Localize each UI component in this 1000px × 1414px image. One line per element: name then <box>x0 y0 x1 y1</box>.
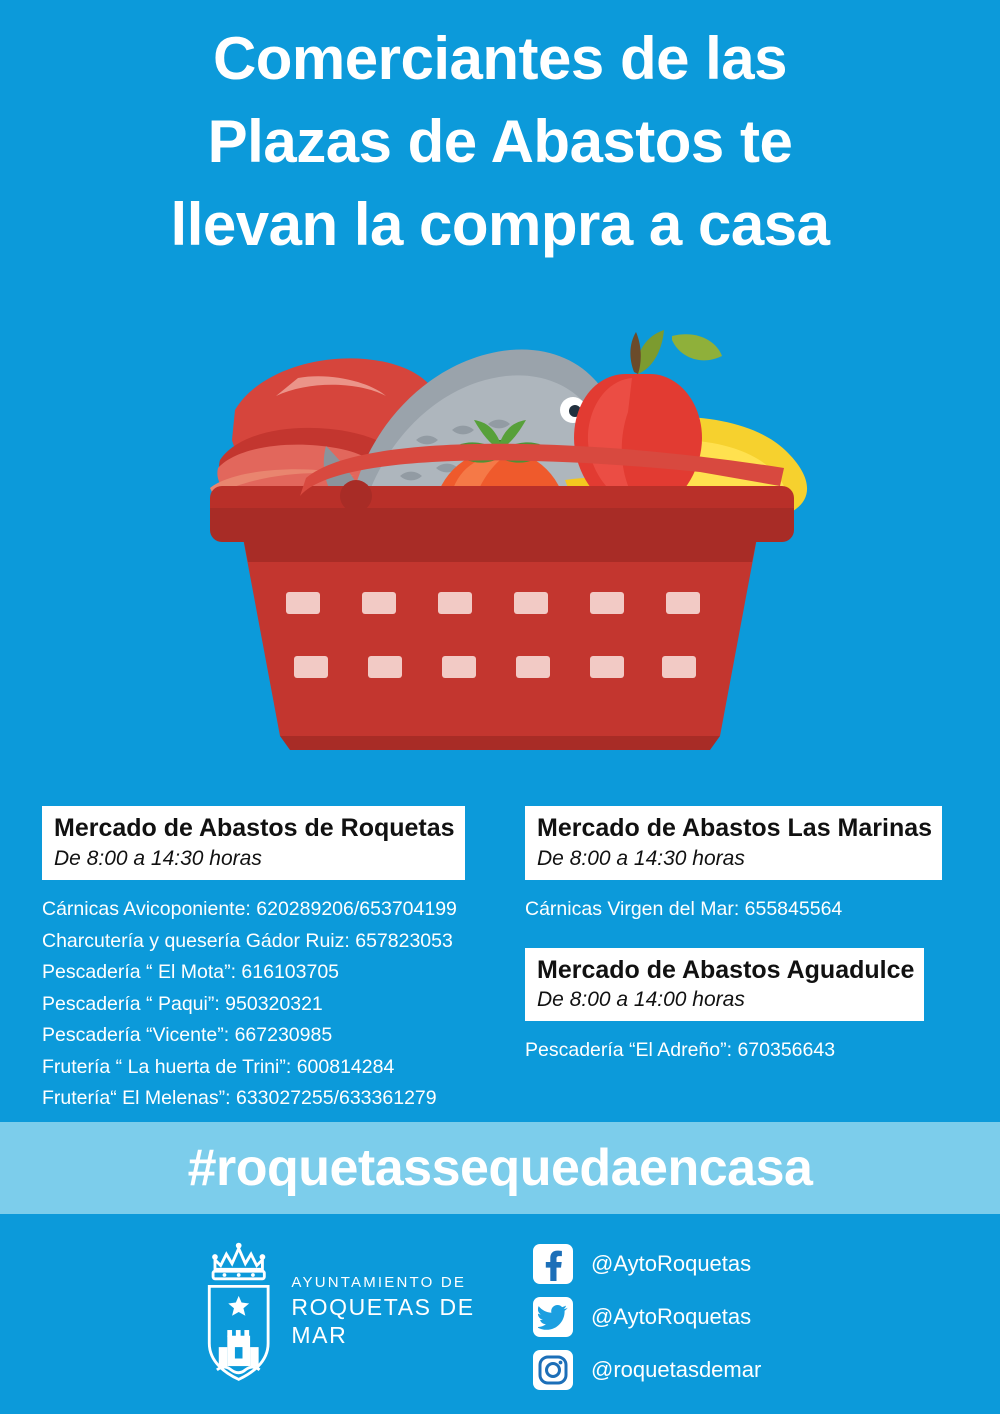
list-item: Frutería “ La huerta de Trini”: 600814284 <box>42 1055 395 1078</box>
market-hours: De 8:00 a 14:30 horas <box>54 846 262 870</box>
market-card-las-marinas <box>525 806 942 880</box>
market-shop-list-las-marinas <box>525 894 965 926</box>
hashtag: #roquetassequedaencasa <box>187 1139 813 1197</box>
headline-line-3: llevan la compra a casa <box>170 190 830 258</box>
spacer <box>525 926 965 948</box>
instagram-icon[interactable] <box>533 1350 573 1390</box>
social-links <box>533 1240 953 1399</box>
social-link-twitter[interactable] <box>533 1293 953 1341</box>
facebook-icon[interactable] <box>533 1244 573 1284</box>
market-hours: De 8:00 a 14:00 horas <box>537 988 745 1012</box>
hashtag-band <box>0 1122 1000 1214</box>
crown-shield-icon <box>196 1237 281 1387</box>
crest-line-1: AYUNTAMIENTO DE <box>291 1273 467 1291</box>
list-item: Charcutería y quesería Gádor Ruiz: 657823053 <box>42 929 453 952</box>
footer <box>0 1214 1000 1414</box>
social-link-instagram[interactable] <box>533 1346 953 1394</box>
shopping-basket-illustration <box>180 300 820 760</box>
city-council-logo <box>196 1232 526 1392</box>
list-item: Frutería“ El Melenas”: 633027255/633361279 <box>42 1087 437 1110</box>
basket-icon <box>180 300 820 760</box>
list-item: Pescadería “Vicente”: 667230985 <box>42 1024 333 1047</box>
city-council-name <box>291 1274 526 1350</box>
market-card-aguadulce <box>525 948 924 1022</box>
list-item: Pescadería “El Adreño”: 670356643 <box>525 1039 836 1062</box>
markets-column-left <box>42 806 492 1115</box>
list-item: Cárnicas Virgen del Mar: 655845564 <box>525 897 843 920</box>
market-name: Mercado de Abastos Aguadulce <box>537 955 915 984</box>
headline-line-2: Plazas de Abastos te <box>207 107 793 175</box>
market-shop-list-aguadulce <box>525 1035 965 1067</box>
twitter-icon[interactable] <box>533 1297 573 1337</box>
markets-column-right <box>525 806 965 1067</box>
crest-line-2: ROQUETAS DE MAR <box>291 1293 475 1349</box>
instagram-handle: @roquetasdemar <box>591 1357 762 1382</box>
headline-line-1: Comerciantes de las <box>212 25 788 92</box>
facebook-handle: @AytoRoquetas <box>591 1251 752 1276</box>
market-name: Mercado de Abastos Las Marinas <box>537 814 933 842</box>
markets-section <box>0 806 1000 1110</box>
market-shop-list-roquetas <box>42 894 492 1115</box>
list-item: Cárnicas Avicoponiente: 620289206/653704199 <box>42 897 457 920</box>
social-link-facebook[interactable] <box>533 1240 953 1288</box>
market-name: Mercado de Abastos de Roquetas <box>54 814 455 842</box>
market-card-roquetas <box>42 806 465 880</box>
list-item: Pescadería “ Paqui”: 950320321 <box>42 992 323 1015</box>
market-hours: De 8:00 a 14:30 horas <box>537 846 745 870</box>
list-item: Pescadería “ El Mota”: 616103705 <box>42 961 340 984</box>
page-title <box>0 18 1000 266</box>
twitter-handle: @AytoRoquetas <box>591 1304 752 1329</box>
